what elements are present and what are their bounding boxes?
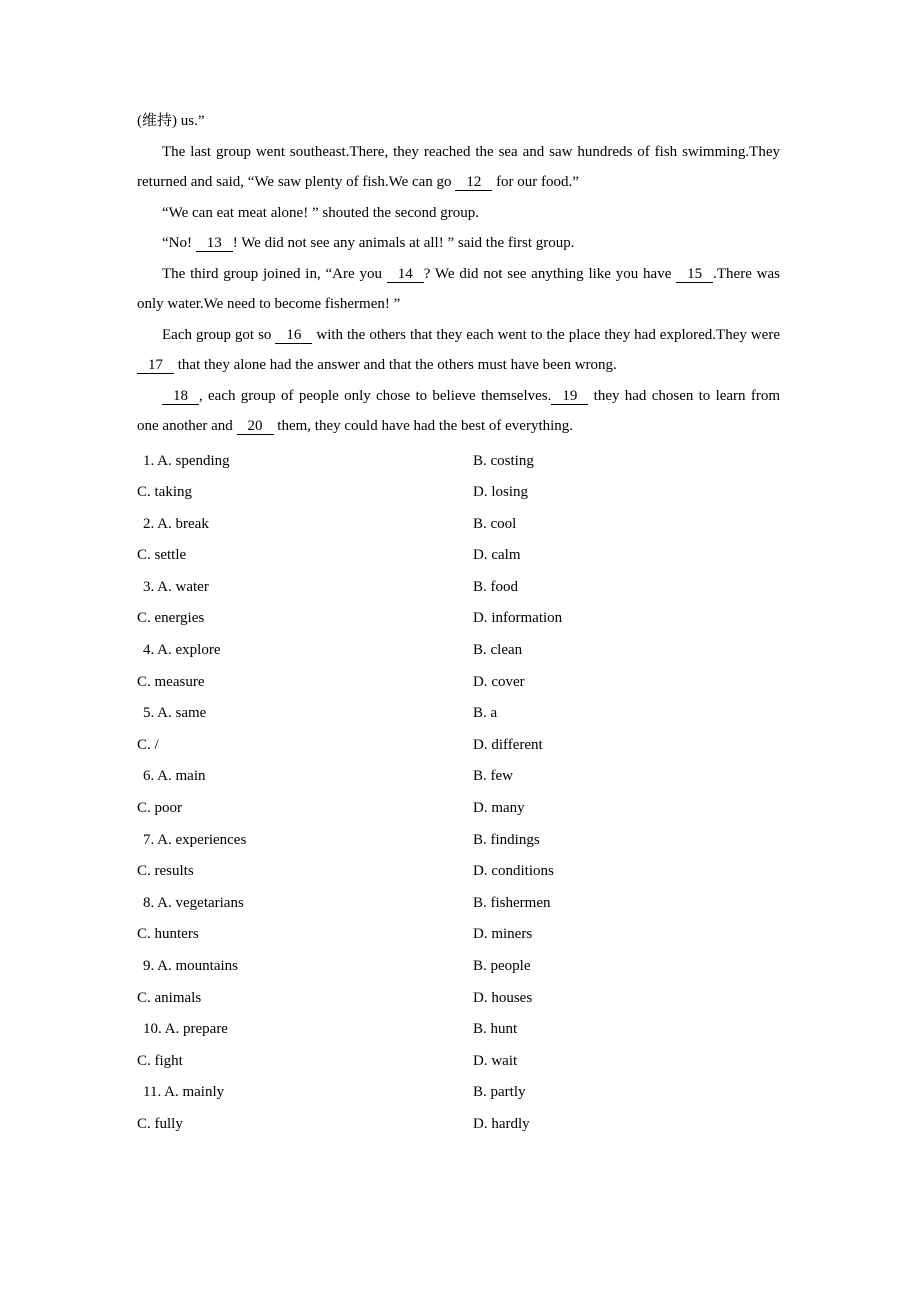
blank-16: 16 — [275, 327, 312, 344]
question-11-row-ab — [137, 1077, 780, 1109]
question-9-option-b: B. people — [473, 958, 531, 974]
question-5-row-ab — [137, 698, 780, 730]
question-2-option-c: C. settle — [137, 547, 187, 564]
question-11-option-c: C. fully — [137, 1115, 183, 1132]
passage-paragraph-6: Each group got so 16 with the others that they each went to the place they had explored.They were 17 that they alone had the answer and that the others must have been wrong. — [137, 320, 780, 381]
passage-paragraph-5: The third group joined in, “Are you 14 ? We did not see anything like you have 15 .There was only water.We need to become fishermen! ” — [137, 265, 780, 312]
passage-paragraph-4: “No! 13 ! We did not see any animals at all! ” said the first group. — [162, 235, 575, 251]
question-5-option-b: B. a — [473, 705, 498, 722]
question-4-option-c: C. measure — [137, 673, 205, 690]
passage-paragraph-1: (维持) us.” — [137, 113, 205, 129]
question-10-option-d: D. wait — [473, 1052, 518, 1069]
question-7-option-b: B. findings — [473, 831, 540, 848]
question-9-option-a: 9. A. mountains — [143, 958, 239, 974]
question-3-option-d: D. information — [473, 610, 563, 627]
question-8-option-d: D. miners — [473, 926, 533, 943]
question-2-row-ab — [137, 509, 780, 541]
question-7-option-d: D. conditions — [473, 863, 554, 880]
question-7-option-a: 7. A. experiences — [143, 831, 247, 848]
question-8-option-c: C. hunters — [137, 926, 199, 943]
question-1-option-b: B. costing — [473, 452, 534, 469]
question-4-row-cd — [137, 667, 780, 699]
question-11-option-d: D. hardly — [473, 1115, 530, 1132]
blank-12: 12 — [455, 174, 492, 191]
blank-20: 20 — [237, 418, 274, 435]
question-5-option-c: C. / — [137, 736, 159, 753]
question-3-row-ab — [137, 572, 780, 604]
question-4-row-ab — [137, 635, 780, 667]
question-1-option-a: 1. A. spending — [143, 452, 230, 469]
blank-17: 17 — [137, 357, 174, 374]
question-9-option-c: C. animals — [137, 989, 202, 1006]
question-10-option-b: B. hunt — [473, 1021, 518, 1038]
question-10-option-c: C. fight — [137, 1052, 183, 1069]
question-6-option-a: 6. A. main — [143, 768, 206, 785]
question-2-option-d: D. calm — [473, 547, 521, 564]
question-7-row-cd — [137, 856, 780, 888]
passage-paragraph-3: “We can eat meat alone! ” shouted the second group. — [162, 204, 479, 221]
question-9-row-ab — [137, 951, 780, 983]
passage-paragraph-2: The last group went southeast.There, they reached the sea and saw hundreds of fish swimming.They returned and said, “We saw plenty of fish.We can go 12 for our food.” — [137, 143, 780, 190]
question-5-option-d: D. different — [473, 736, 543, 753]
question-4-option-d: D. cover — [473, 673, 525, 690]
question-11-row-cd — [137, 1109, 780, 1141]
question-6-row-ab — [137, 761, 780, 793]
question-6-row-cd — [137, 793, 780, 825]
question-3-option-a: 3. A. water — [143, 578, 209, 595]
question-5-row-cd — [137, 730, 780, 762]
question-10-option-a: 10. A. prepare — [143, 1021, 228, 1038]
question-11-option-a: 11. A. mainly — [143, 1084, 225, 1101]
question-7-option-c: C. results — [137, 863, 194, 880]
question-6-option-b: B. few — [473, 768, 513, 785]
question-8-row-cd — [137, 919, 780, 951]
blank-14: 14 — [387, 266, 424, 283]
question-1-row-ab — [137, 446, 780, 478]
question-1-option-c: C. taking — [137, 484, 192, 501]
blank-19: 19 — [551, 388, 588, 405]
question-8-row-ab — [137, 888, 780, 920]
question-7-row-ab — [137, 825, 780, 857]
question-1-row-cd — [137, 477, 780, 509]
question-9-option-d: D. houses — [473, 989, 533, 1006]
question-10-row-cd — [137, 1046, 780, 1078]
question-3-option-b: B. food — [473, 578, 518, 595]
question-9-row-cd — [137, 983, 780, 1015]
question-4-option-b: B. clean — [473, 642, 523, 659]
question-list — [137, 446, 780, 1141]
question-6-option-c: C. poor — [137, 800, 182, 817]
question-1-option-d: D. losing — [473, 484, 529, 501]
passage-paragraph-7: 18 , each group of people only chose to believe themselves. 19 they had chosen to learn from one another and 20 them, they could have had the best of everything. — [137, 387, 780, 434]
cloze-passage — [137, 106, 780, 442]
question-8-option-a: 8. A. vegetarians — [143, 894, 244, 911]
blank-18: 18 — [162, 388, 199, 405]
question-2-option-b: B. cool — [473, 515, 517, 532]
question-11-option-b: B. partly — [473, 1084, 526, 1101]
question-6-option-d: D. many — [473, 800, 525, 817]
blank-13: 13 — [196, 235, 233, 252]
question-2-row-cd — [137, 540, 780, 572]
question-3-option-c: C. energies — [137, 610, 205, 627]
question-5-option-a: 5. A. same — [143, 705, 207, 722]
question-4-option-a: 4. A. explore — [143, 642, 221, 659]
blank-15: 15 — [676, 266, 713, 283]
question-10-row-ab — [137, 1014, 780, 1046]
question-3-row-cd — [137, 603, 780, 635]
question-2-option-a: 2. A. break — [143, 515, 209, 532]
document-content — [137, 106, 780, 1141]
question-8-option-b: B. fishermen — [473, 894, 551, 911]
